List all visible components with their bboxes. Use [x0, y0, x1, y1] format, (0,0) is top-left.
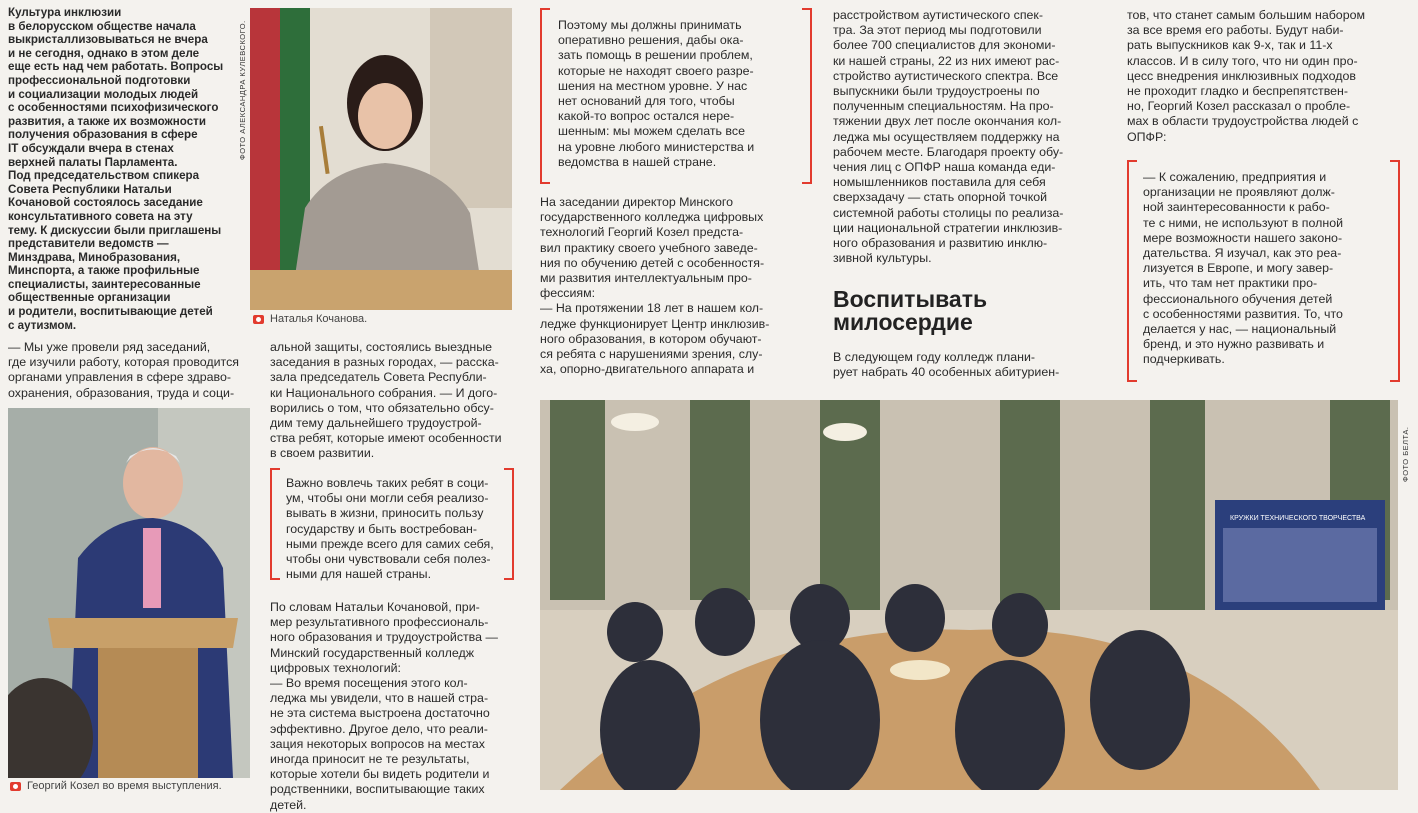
quote-box-col3 [540, 8, 812, 184]
photo-kochanova [250, 8, 512, 310]
col4-paragraph-2: В следующем году колледж плани- рует набрать 40 особенных абитуриен- [833, 350, 1060, 380]
photo1-caption [253, 313, 503, 325]
col4-paragraph: расстройством аутистического спек- тра. За этот период мы подготовили более 700 специалистов для экономи- ки нашей страны, 22 из них имеют рас- стройство аутистического спектра. Все выпускники были трудоустроены по полученным специальностям. На про- тяжении двух лет после окончания кол- леджа мы осуществляем поддержку на рабочем месте. Благодаря проекту обу- чения лиц с ОПФР наша команда еди- номышленников поставила для себя сверхзадачу — стать опорной точкой системной работы столицы по реализа- ции национальной стратегии инклюзив- ного образования и развитию инклю- зивной культуры. [833, 8, 1064, 266]
screen-title: КРУЖКИ ТЕХНИЧЕСКОГО ТВОРЧЕСТВА [1230, 515, 1366, 522]
col3-paragraph: На заседании директор Минского государственного колледжа цифровых технологий Георгий Козел предста- вил практику своего учебного заведе- ния по обучению детей с особенностя- ми развития интеллектуальным про- фессиям: — На протяжении 18 лет в нашем кол- ледже функционирует Центр инклюзив- ного образования, в котором обучают- ся ребята с нарушениями зрения, слу- ха, опорно-двигательного аппарата и [540, 195, 770, 377]
kochanova-illustration [250, 8, 512, 310]
col2-paragraph-2: По словам Натальи Кочановой, при- мер результативного профессиональ- ного образования и трудоустройства — Минский государственный колледж цифровых технологий: — Во время посещения этого кол- леджа мы увидели, что в нашей стра- не эта система выстроена достаточно эффективно. Другое дело, что реали- зация некоторых вопросов на местах иногда приносит не те результаты, которые хотели бы видеть родители и родственники, воспитывающие таких детей. [270, 600, 498, 812]
camera-icon [10, 782, 21, 791]
col2-paragraph: альной защиты, состоялись выездные заседания в разных городах, — расска- зала председатель Совета Республи- ки Национального собрания. — И дого- ворились о том, что обязательно обсу- дим тему дальнейшего трудоустрой- ства ребят, которые имеют особенности в своем развитии. [270, 340, 502, 461]
section-heading: Воспитывать милосердие [833, 286, 988, 335]
meeting-illustration [540, 400, 1398, 790]
col1-paragraph: — Мы уже провели ряд заседаний, где изучили работу, которая проводится органами управления в сфере здраво- охранения, образования, труда и соци- [8, 340, 239, 400]
photo1-credit: ФОТО АЛЕКСАНДРА КУЛЕВСКОГО. [238, 20, 247, 160]
photo-meeting [540, 400, 1398, 790]
quote-box-col5 [1127, 160, 1400, 382]
quote-box-col2 [270, 468, 514, 580]
photo-kozel [8, 408, 250, 778]
photo2-caption [10, 780, 250, 792]
intro-lead: Культура инклюзии в белорусском обществе начала выкристаллизовываться не вчера и не сегодня, однако в этом деле еще есть над чем работать. Вопросы профессиональной подготовки и социализации молодых людей с особенностями психофизического развития, а также их возможности получения образования в сфере IT обсуждали вчера в стенах верхней палаты Парламента. Под председательством спикера Совета Республики Натальи Кочановой состоялось заседание консультативного совета на эту тему. К дискуссии были приглашены представители ведомств — Минздрава, Минобразования, Минспорта, а также профильные специалисты, заинтересованные общественные организации и родители, воспитывающие детей с аутизмом. [8, 6, 224, 332]
col5-paragraph: тов, что станет самым большим набором за все время его работы. Будут наби- рать выпускников как 9-х, так и 11-х классов. И в силу того, что ни один про- цесс внедрения инклюзивных подходов не проходит гладко и беспрепятствен- но, Георгий Козел рассказал о пробле- мах в области трудоустройства людей с ОПФР: [1127, 8, 1365, 144]
quote-col3-text: Поэтому мы должны принимать оперативно решения, дабы ока- зать помощь в решении проблем, которые не находят своего разре- шения на местном уровне. У нас нет оснований для того, чтобы какой-то вопрос остался нере- шенным: мы можем сделать все на уровне любого министерства и ведомства в нашей стране. [558, 18, 755, 169]
photo1-caption-text: Наталья Кочанова. [270, 313, 368, 325]
kozel-illustration [8, 408, 250, 778]
photo2-caption-text: Георгий Козел во время выступления. [27, 780, 222, 792]
quote-col5-text: — К сожалению, предприятия и организации не проявляют долж- ной заинтересованности к рабо- те с ними, не используют в полной мере возможности нашего законо- дательства. Я изучал, как это реа- лизуется в Европе, и могу завер- ить, что там нет практики про- фессионального обучения детей с особенностями развития. То, что делается у нас, — национальный бренд, и это нужно развивать и подчеркивать. [1143, 170, 1344, 367]
photo3-credit: ФОТО БЕЛТА. [1401, 426, 1410, 482]
camera-icon [253, 315, 264, 324]
quote-col2-text: Важно вовлечь таких ребят в соци- ум, чтобы они могли себя реализо- вывать в жизни, приносить пользу государству и быть востребован- ными прежде всего для самих себя, чтобы они чувствовали себя полез- ными для нашей страны. [286, 476, 494, 582]
